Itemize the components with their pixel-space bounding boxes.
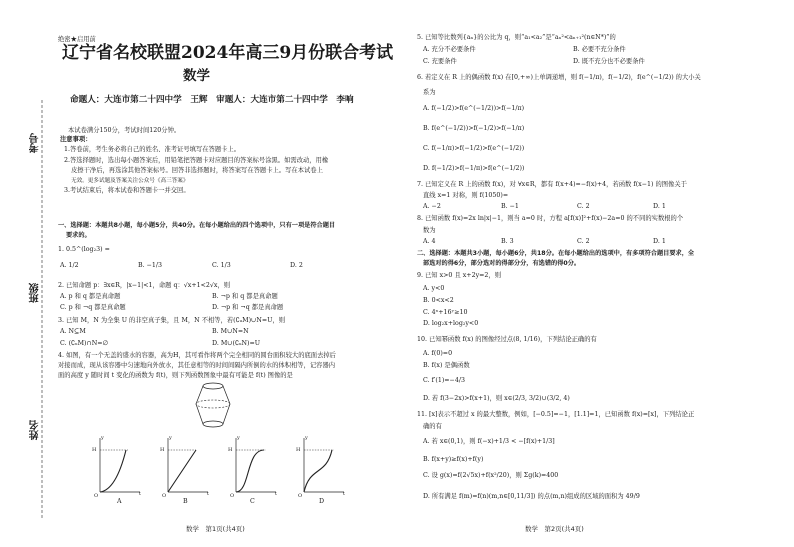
- q6-stem: 6. 若定义在 R 上的偶函数 f(x) 在[0,+∞)上单调递增，则 f(−1/π)，f(−1/2)，f(e^(−1/2)) 的大小关: [417, 74, 701, 81]
- q2-option: C. p 和 ¬q 都是真命题: [60, 304, 126, 311]
- q7-option: B. −1: [501, 203, 519, 210]
- q2-stem: 2. 已知命题 p：∃x∈R，|x−1|<1，命题 q：√x+1<2√x，则: [58, 282, 231, 289]
- graph-c-y: y: [237, 435, 240, 441]
- q5-option: A. 充分不必要条件: [423, 46, 476, 53]
- q11-stem: 确的有: [423, 423, 442, 430]
- graph-d-o: O: [298, 493, 303, 499]
- subject-title: 数学: [183, 68, 210, 84]
- q10-option: B. f(x) 是偶函数: [423, 362, 470, 369]
- graph-d-label: D: [319, 498, 325, 505]
- q6-option: A. f(−1/2)>f(e^(−1/2))>f(−1/π): [423, 105, 525, 112]
- q3-option: A. N⊆M: [60, 328, 86, 335]
- intro-line: 2.答选择题时，选出每小题答案后，用铅笔把答题卡对应题目的答案标号涂黑。如需改动，用橡: [64, 157, 329, 164]
- q4-stem: 对接而成，现从该容器中匀速地向外放水，其任意相等的时间间隔内所倒的水的体积相等，记容器内: [58, 362, 336, 369]
- graph-b-o: O: [162, 493, 167, 499]
- q2-option: D. ¬p 和 ¬q 都是真命题: [212, 304, 284, 311]
- q9-stem: 9. 已知 x>0 且 x+2y=2，则: [417, 272, 502, 279]
- q7-option: C. 2: [577, 203, 590, 210]
- graph-d-y: y: [305, 435, 308, 441]
- q1-option: D. 2: [290, 262, 303, 269]
- q10-stem: 10. 已知幂函数 f(x) 的图像经过点(8, 1/16)，下列结论正确的有: [417, 336, 597, 343]
- q3-option: C. (∁ᵤM)∩N=∅: [60, 340, 109, 347]
- q10-option: A. f(0)=0: [423, 350, 453, 357]
- intro-line: 1.答卷前，考生务必将自己的姓名、准考证号填写在答题卡上。: [64, 146, 241, 153]
- q8-option: A. 4: [423, 238, 436, 245]
- q10-option: D. 若 f(3−2x)>f(x+1)，则 x∈(2/3, 3/2)∪(3/2, 4): [423, 395, 570, 402]
- q10-option: C. f′(1)=−4/3: [423, 377, 465, 384]
- page-right: [397, 0, 794, 547]
- q8-stem: 8. 已知函数 f(x)=2x ln|x|−1，则当 a=0 时，方程 a[f(x)]²+f(x)−2a=0 的不同的实数根的个: [417, 215, 684, 222]
- graph-b: [160, 436, 210, 498]
- q4-stem: 面的高度 y 随时间 t 变化的函数为 f(t)，则下列函数图象中最有可能是 f(t) 图像的是: [58, 372, 293, 379]
- intro-line: 本试卷满分150分，考试时间120分钟。: [68, 127, 181, 134]
- q11-option: B. f(x+y)≥f(x)+f(y): [423, 456, 484, 463]
- graph-a-label: A: [117, 498, 122, 505]
- q5-option: D. 既不充分也不必要条件: [573, 58, 645, 65]
- q8-option: B. 3: [501, 238, 514, 245]
- q9-option: D. log₂x+log₂y<0: [423, 320, 479, 327]
- q6-option: D. f(−1/2)>f(−1/π)>f(e^(−1/2)): [423, 165, 525, 172]
- graph-c-label: C: [250, 498, 255, 505]
- graph-b-y: y: [169, 435, 172, 441]
- side-label-name: 姓名: [30, 420, 41, 440]
- q6-stem: 系为: [423, 89, 436, 96]
- graph-c-h: H: [228, 447, 233, 453]
- q9-option: B. 0<x<2: [423, 297, 454, 304]
- intro-line: 皮擦干净后，再选涂其他答案标号。回答非选择题时，将答案写在答题卡上。写在本试卷上: [71, 167, 323, 174]
- q2-option: A. p 和 q 都是真命题: [60, 293, 121, 300]
- q1-option: B. −1/3: [138, 262, 163, 269]
- graph-a-y: y: [101, 435, 104, 441]
- intro-line: 3.考试结束后，将本试卷和答题卡一并交回。: [64, 187, 190, 194]
- graph-a-t: t: [139, 491, 142, 497]
- graph-b-h: H: [160, 447, 165, 453]
- page-footer: 数学 第1页(共4页): [186, 525, 245, 533]
- q5-option: B. 必要不充分条件: [573, 46, 626, 53]
- q11-stem: 11. [x]表示不超过 x 的最大整数，例如，[−0.5]=−1，[1.1]=1，已知函数 f(x)=[x]，下列结论正: [417, 411, 695, 418]
- page-footer: 数学 第2页(共4页): [525, 525, 584, 533]
- q11-option: C. 设 g(x)=f(2√5x)+f(x²/20)，则 Σg(k)=400: [423, 472, 559, 479]
- graph-a-h: H: [92, 447, 97, 453]
- q7-stem: 7. 已知定义在 R 上的函数 f(x)，对 ∀x∈R，都有 f(x+4)=−f(x)+4，若函数 f(x−1) 的图像关于: [417, 181, 687, 188]
- q4-stem: 4. 如图，有一个无盖的盛水的容器，高为H，其可看作将两个完全相同的圆台面积较大的底面去掉后: [58, 352, 336, 359]
- graph-d-t: t: [343, 491, 346, 497]
- container-figure: [196, 382, 236, 432]
- q7-stem: 直线 x=1 对称，则 f(1050)=: [423, 192, 509, 199]
- q3-option: D. M∪(∁ᵤN)=U: [212, 340, 261, 347]
- binding-dashed-line: [38, 100, 46, 520]
- graph-a-o: O: [94, 493, 99, 499]
- graph-c-t: t: [275, 491, 278, 497]
- q5-stem: 5. 已知等比数列{aₙ}的公比为 q，则“a₁<a₂”是“aₙ²<aₙ₊₁²(n∈N*)”的: [417, 34, 616, 41]
- graph-c: [228, 436, 278, 498]
- q3-stem: 3. 已知 M，N 为全集 U 的非空真子集，且 M，N 不相等，若(∁ᵤM)∪N=U，则: [58, 317, 286, 324]
- graph-a: [92, 436, 142, 498]
- section-heading: 一、选择题：本题共8小题，每小题5分，共40分。在每小题给出的四个选项中，只有一项是符合题目: [58, 222, 336, 229]
- graph-b-label: B: [183, 498, 188, 505]
- q8-stem: 数为: [423, 227, 436, 234]
- section-heading: 要求的。: [66, 232, 91, 239]
- q11-option: D. 所有满足 f(m)=f(n)(m,n∈[0,11/3]) 的点(m,n)组成的区域的面积为 49/9: [423, 493, 640, 500]
- q7-option: D. 1: [653, 203, 666, 210]
- q3-option: B. M∪N=N: [212, 328, 249, 335]
- intro-line: 注意事项：: [60, 136, 92, 143]
- graph-d: [296, 436, 346, 498]
- q1-stem: 1. 0.5^(log₂3) =: [58, 246, 110, 253]
- watermark: 绝密★启用前: [58, 36, 96, 43]
- graph-d-h: H: [296, 447, 301, 453]
- q7-option: A. −2: [423, 203, 441, 210]
- graph-c-o: O: [230, 493, 235, 499]
- q1-option: A. 1/2: [60, 262, 79, 269]
- section-heading: 二、选择题：本题共3小题，每小题6分，共18分。在每小题给出的选项中，有多项符合题目要求，全: [417, 250, 695, 257]
- side-label-exam-no: 考号: [30, 133, 41, 153]
- side-label-class: 班级: [30, 283, 41, 303]
- graph-b-t: t: [207, 491, 210, 497]
- q6-option: B. f(e^(−1/2))>f(−1/2)>f(−1/π): [423, 125, 525, 132]
- q5-option: C. 充要条件: [423, 58, 457, 65]
- intro-line: 无效。更多试题及答案关注公众号《高三答案》: [71, 178, 189, 184]
- q11-option: A. 若 x∈(0,1)，则 f(−x)+1/3 < −[f(x)+1/3]: [423, 438, 555, 445]
- q9-option: C. 4ˣ+16ʸ≥10: [423, 309, 468, 316]
- page-title: 辽宁省名校联盟2024年高三9月份联合考试: [62, 43, 394, 63]
- q1-option: C. 1/3: [212, 262, 231, 269]
- section-heading: 部选对的得6分，部分选对的得部分分，有选错的得0分。: [423, 260, 581, 267]
- q6-option: C. f(−1/π)>f(−1/2)>f(e^(−1/2)): [423, 145, 525, 152]
- q8-option: D. 1: [653, 238, 666, 245]
- q2-option: B. ¬p 和 q 都是真命题: [212, 293, 278, 300]
- author-line: 命题人：大连市第二十四中学 王辉 审题人：大连市第二十四中学 李响: [70, 95, 354, 105]
- q9-option: A. y<0: [423, 285, 445, 292]
- q8-option: C. 2: [577, 238, 590, 245]
